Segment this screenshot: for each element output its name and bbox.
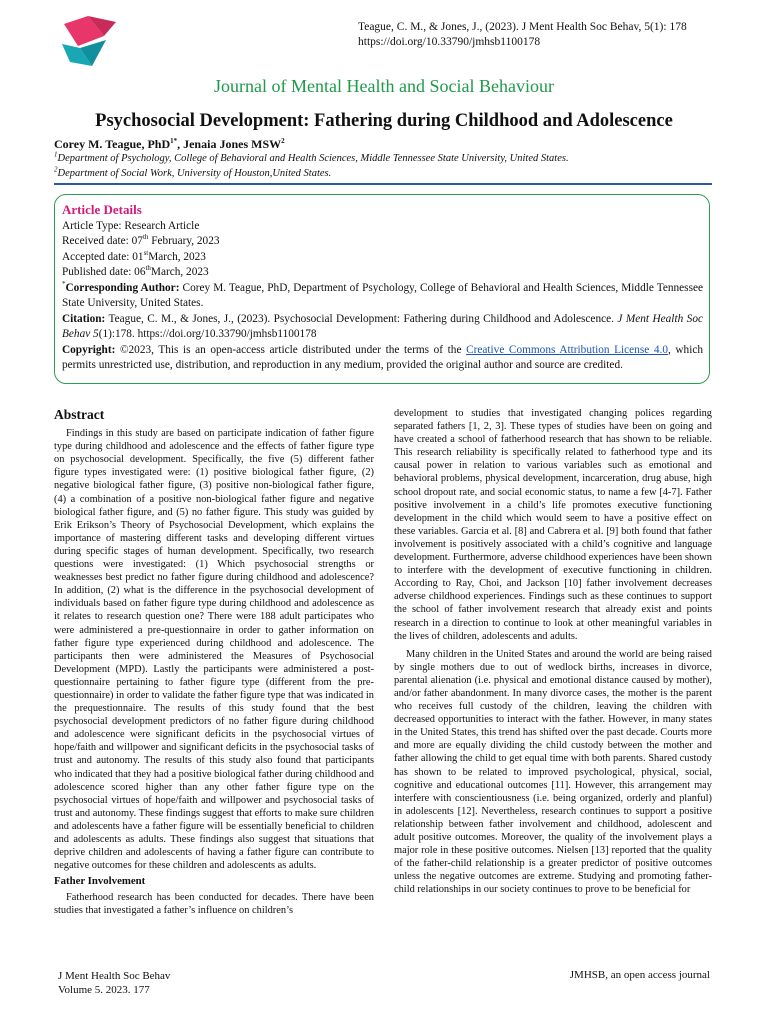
article-type: Article Type: Research Article [62, 219, 200, 232]
published-date-month: March, 2023 [150, 266, 209, 278]
corresponding-author [62, 281, 703, 312]
license-link[interactable]: Creative Commons Attribution License 4.0 [466, 343, 668, 356]
section-heading: Father Involvement [54, 875, 146, 888]
journal-name: Journal of Mental Health and Social Behaviour [214, 76, 554, 96]
abstract-heading: Abstract [54, 407, 105, 422]
accepted-date-text: Accepted date: 01 [62, 250, 144, 263]
right-column [394, 407, 712, 896]
author-superscript: 2 [281, 137, 285, 145]
footer-journal: J Ment Health Soc Behav [58, 970, 171, 982]
article-details-box [54, 194, 710, 384]
footer-left [58, 969, 170, 997]
affiliation-number: 1 [54, 150, 58, 159]
left-column [54, 408, 374, 918]
journal-logo-icon [58, 14, 130, 70]
date-suffix: st [143, 248, 149, 257]
corresponding-text: Corey M. Teague, PhD, Department of Psychology, College of Behavioral and Health Sciences, Middle Tennessee State University, United States. [62, 281, 703, 309]
accepted-date [62, 250, 703, 266]
footer-right: JMHSB, an open access journal [569, 969, 710, 981]
abstract-paragraph: Findings in this study are based on participate indication of father figure type during childhood and adolescence and the effects of father figure type on psychosocial development. Specifically, the five (5) different father figure types investigated were: (1) positive biological father figure, (2) negative biological father figure, (3) positive non-biological father figure, (4) a combination of a positive non-biological father figure and negative biological father figure, and (5) no father figure. This study was guided by Erik Erikson’s Theory of Psychosocial Development, which explains the importance of mastering different tasks and developing different virtues during specific stages of human development. Specifically, two research questions were investigated: (1) Which psychosocial strengths or weaknesses best predict no father figure during childhood and adolescence? In addition, (2) what is the difference in the psychosocial development of individuals based on father figure type during childhood and adolescence as it relates to research question one? There were 188 adult participates who were administered a pre-questionnaire in order to gather information on father figure type experienced during childhood and adolescence. The participants then were administered the Measures of Psychosocial Development (MPD). Lastly the participants were administered a post-questionnaire pertaining to father figure type (different from the pre- questionnaire) in order to validate the father figure type that was indicated in the prequestionnaire. The results of this study found that the best psychosocial development predictors of no father figure during childhood and adolescence were significant deficits in the psychosocial virtues of hope/faith and willpower and significant deficits in the psychosocial tasks of trust and autonomy. The results of this study also found that participants who indicated that they had a positive biological father during childhood and adolescence scored higher than any other father figure type on the psychosocial virtues of hope/faith and willpower and psychosocial tasks of trust and autonomy. These findings suggest that efforts to make sure children and adolescents have a father figure will be essentially beneficial to children and adolescents as adults. These findings also suggest that situations that deprive children and adolescents of having a father figure can contribute to negative outcomes for these children and adolescents as adults. [54, 428, 375, 872]
author-line [54, 137, 285, 152]
author-name: Corey M. Teague, PhD [54, 137, 171, 151]
received-date-month: February, 2023 [148, 235, 220, 247]
citation-journal: J Ment Health Soc Behav 5 [62, 312, 703, 340]
date-suffix: th [142, 233, 149, 242]
citation-doi: (1):178. https://doi.org/10.33790/jmhsb1100178 [98, 328, 317, 340]
affiliation-number: 2 [54, 165, 58, 174]
copyright-text-end: , which permits unrestricted use, distribution, and reproduction in any medium, provided the original author and source are credited. [62, 343, 703, 371]
citation-text: Teague, C. M., & Jones, J., (2023). Psychosocial Development: Fathering during Childhood and Adolescence. [105, 312, 614, 325]
published-date [62, 265, 703, 281]
date-suffix: th [145, 264, 151, 273]
header-citation [358, 20, 758, 50]
copyright [62, 343, 703, 374]
header-citation-line: Teague, C. M., & Jones, J., (2023). J Ment Health Soc Behav, 5(1): 178 [358, 21, 687, 33]
header-doi-line: https://doi.org/10.33790/jmhsb1100178 [358, 36, 541, 48]
body-paragraph: development to studies that investigated changing polices regarding separated fathers [1, 2, 3]. These types of studies have been on going and have created a school of fatherhood research that has shown to be reliable. This research reliability is specifically related to fatherhood type and its causal power in relation to various variables such as emotional and behavioral problems, physical development, incarceration, drug abuse, high school dropout rate, and social economic status, to name a few [4-7]. Father positive involvement in a child’s life promotes executive functioning development in the child which would seem to have a positive effect on these variables. Garcia et al. [8] and Cabrera et al. [9] both found that father involvement is positively associated with a child’s cognitive and language development. Furthermore, adverse childhood experiences have been shown to interfere with the development of executive functioning in children. According to Ray, Choi, and Jackson [10] father involvement decreases adverse childhood experiences. Findings such as these continues to support the school of father involvement research that already exist and points research in a direction to continue to look at other meaningful variables in the lives of children, adolescents and adults. [394, 408, 712, 642]
paper-title: Psychosocial Development: Fathering during Childhood and Adolescence [95, 111, 673, 131]
affiliation [54, 165, 332, 179]
citation [62, 312, 703, 343]
footer-volume: Volume 5. 2023. 177 [58, 984, 150, 996]
header-divider [54, 183, 712, 185]
body-paragraph: Fatherhood research has been conducted for decades. There have been studies that investigated a father’s influence on children’s [54, 892, 374, 917]
published-date-text: Published date: 06 [62, 266, 146, 278]
author-superscript: 1* [170, 137, 178, 145]
citation-label: Citation: [62, 312, 106, 325]
article-details-heading: Article Details [62, 202, 142, 217]
corresponding-label: Corresponding Author: [65, 281, 180, 294]
affiliation-text: Department of Social Work, University of Houston,United States. [57, 168, 332, 179]
author-name: Jenaia Jones MSW [183, 137, 282, 151]
accepted-date-month: March, 2023 [148, 250, 206, 263]
received-date [62, 234, 703, 250]
received-date-text: Received date: 07 [62, 235, 143, 247]
copyright-text: ©2023, This is an open-access article distributed under the terms of the [115, 343, 467, 356]
author-separator: , [177, 137, 184, 151]
affiliation-text: Department of Psychology, College of Behavioral and Health Sciences, Middle Tennessee State University, United States. [57, 153, 569, 164]
body-paragraph: Many children in the United States and around the world are being raised by single mothers due to out of wedlock births, increases in divorce, parental alienation (i.e. physical and emotional distance caused by mother), and/or father abandonment. In many divorce cases, the mother is the parent who receives full custody of the children, leaving the children with decreased opportunities to interact with the father. However, in many states in the United States, this trend has shifted over the past decade. Courts more and more are equally dividing the child custody between the mother and father allowing the child to get equal time with both parents. Shared custody has shown to be related to improved psychological, physical, social, cognitive and educational outcomes [11]. However, this arrangement may interfere with conscientiousness (i.e. being organized, orderly and planful) in adolescents [12]. Nevertheless, research continues to support a positive relationship between father involvement and childhood, adolescent and adult positive outcomes. Moreover, the quality of the involvement plays a major role in these positive outcomes. Nielsen [13] reported that the quality of the father-child relationship is a greater predictor of positive outcomes unless the negative outcomes are extreme. Studying and promoting father-child relationships in our society continues to prove to be beneficial for [394, 648, 712, 896]
copyright-label: Copyright: [62, 343, 116, 356]
affiliation [54, 150, 569, 164]
corresponding-marker: * [62, 279, 66, 288]
